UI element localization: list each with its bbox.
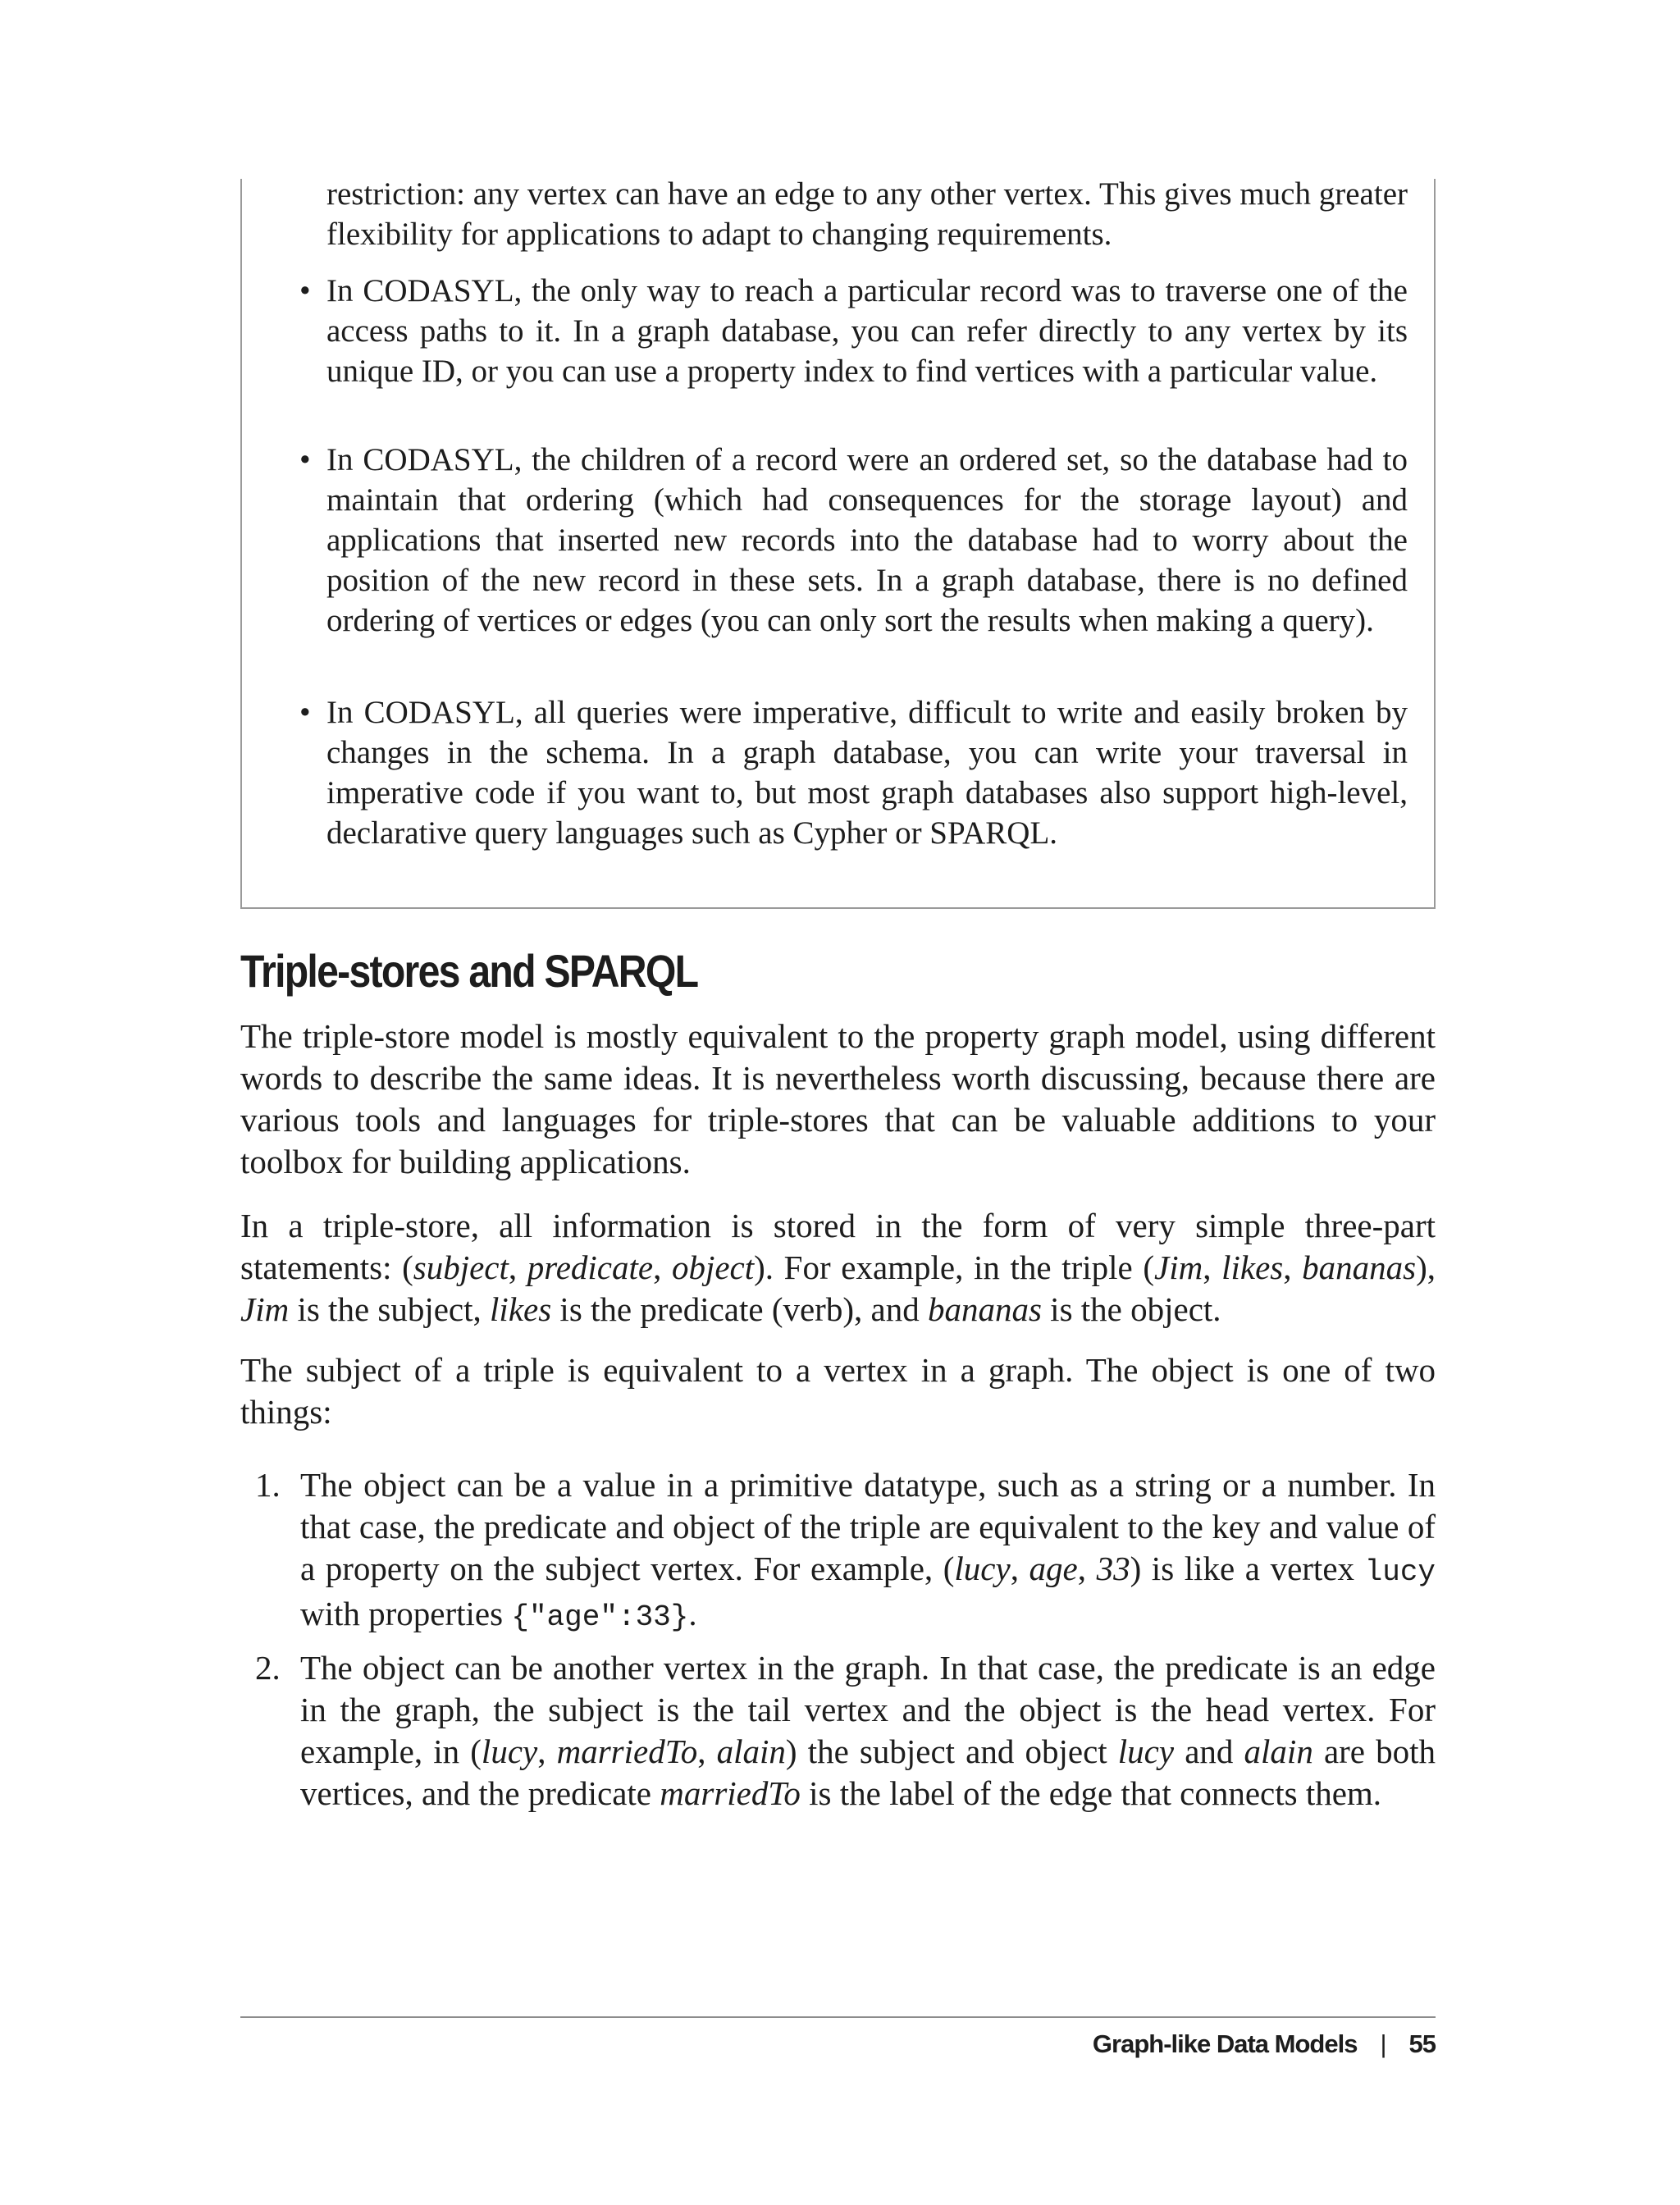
footer-chapter-title: Graph-like Data Models: [1092, 2029, 1358, 2058]
footer-separator: |: [1380, 2029, 1386, 2058]
bullet-icon: •: [299, 273, 311, 308]
inline-code: lucy: [1364, 1555, 1436, 1589]
sidebar-bullet-item: [299, 440, 1408, 641]
footer-rule: [240, 2016, 1436, 2018]
page-footer: [1093, 2028, 1436, 2061]
numbered-list-item: 2. The object can be another vertex in the graph. In that case, the predicate is an edge in the graph, the subject is the tail vertex and the object is the head vertex. For example, in (lucy, marriedTo, alain) the subject and object lucy and alain are both vertices, and the predicate marriedTo is the label of the edge that connects them.: [255, 1649, 1436, 1812]
bullet-icon: •: [299, 695, 311, 730]
sidebar-continued-text: restriction: any vertex can have an edge to any other vertex. This gives much greater flexibility for applications to adapt to changing requirements.: [326, 176, 1408, 252]
list-number: 1.: [255, 1466, 281, 1504]
paragraph: In a triple-store, all information is stored in the form of very simple three-part statements: (subject, predicate, object). For example, in the triple (Jim, likes, bananas), Jim is the subject, likes is the predicate (verb), and bananas is the object.: [240, 1207, 1436, 1328]
sidebar-bullet-item: [299, 692, 1408, 853]
numbered-list-item: 1. The object can be a value in a primitive datatype, such as a string or a number. In that case, the predicate and object of the triple are equivalent to the key and value of a property on the subject vertex. For example, (lucy, age, 33) is like a vertex lucy with properties {"age":33}.: [255, 1466, 1436, 1634]
inline-code: {"age":33}: [511, 1600, 689, 1634]
section-heading: Triple-stores and SPARQL: [240, 945, 698, 997]
page-number: 55: [1408, 2029, 1436, 2058]
bullet-text: In CODASYL, the children of a record were an ordered set, so the database had to maintain that ordering (which had consequences for the storage layout) and applications that inserted new records into the database had to worry about the position of the new record in these sets. In a graph database, there is no defined ordering of vertices or edges (you can only sort the results when making a query).: [326, 442, 1408, 638]
paragraph: The triple-store model is mostly equivalent to the property graph model, using different words to describe the same ideas. It is nevertheless worth discussing, because there are various tools and languages for triple-stores that can be valuable additions to your toolbox for building applications.: [240, 1017, 1436, 1180]
bullet-text: In CODASYL, all queries were imperative, difficult to write and easily broken by changes in the schema. In a graph database, you can write your traversal in imperative code if you want to, but most graph databases also support high-level, declarative query languages such as Cypher or SPARQL.: [326, 695, 1408, 851]
paragraph: The subject of a triple is equivalent to a vertex in a graph. The object is one of two things:: [240, 1351, 1436, 1431]
sidebar-bullet-item: [299, 271, 1408, 391]
list-number: 2.: [255, 1649, 281, 1687]
bullet-text: In CODASYL, the only way to reach a particular record was to traverse one of the access paths to it. In a graph database, you can refer directly to any vertex by its unique ID, or you can use a property index to find vertices with a particular value.: [326, 273, 1408, 389]
bullet-icon: •: [299, 442, 311, 477]
